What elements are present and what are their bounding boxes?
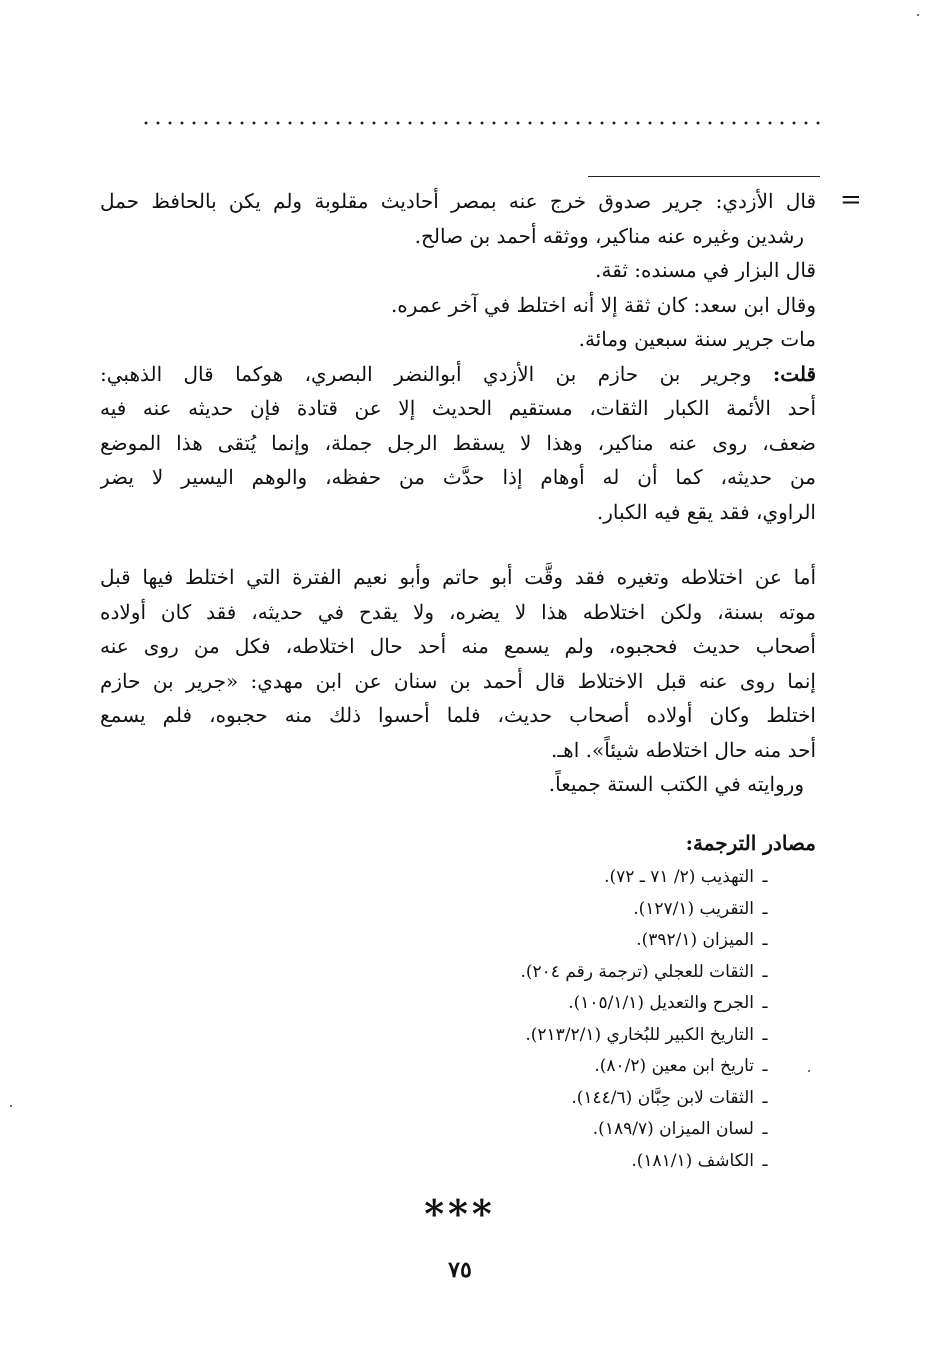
- source-item: [420, 957, 776, 989]
- source-text: التاريخ الكبير للبُخاري (٢١٣/٢/١).: [525, 1024, 754, 1045]
- source-item: [420, 862, 776, 894]
- text-line: أصحاب حديث فحجبوه، ولم يسمع منه أحد حال اختلاطه، فكل من روى عنه: [100, 634, 816, 658]
- source-item: [420, 1114, 776, 1146]
- source-text: الجرح والتعديل (١٠٥/١/١).: [568, 993, 754, 1013]
- source-text: التقريب (١٢٧/١).: [633, 898, 754, 919]
- list-dash: ـ: [762, 1119, 768, 1139]
- section-rule: [588, 176, 820, 177]
- text-line: ضعف، روى عنه مناكير، وهذا لا يسقط الرجل جملة، وإنما يُتقى هذا الموضع: [100, 430, 816, 455]
- text-line: رشدين وغيره عنه مناكير، ووثقه أحمد بن صالح.: [414, 223, 804, 248]
- source-item: [420, 1083, 776, 1115]
- text-line: قال البزار في مسنده: ثقة.: [595, 258, 816, 282]
- narrator-statements: [100, 184, 816, 529]
- scan-speck: [808, 1070, 810, 1072]
- source-text: الكاشف (١٨١/١).: [631, 1150, 754, 1171]
- list-dash: ـ: [762, 1056, 768, 1076]
- sources-list: [420, 862, 776, 1177]
- list-dash: ـ: [762, 898, 768, 919]
- asterisk-separator: ***: [424, 1191, 496, 1236]
- qultu-label: قلت:: [772, 361, 816, 386]
- list-dash: ـ: [762, 867, 768, 887]
- text-line: قال الأزدي: جرير صدوق خرج عنه بمصر أحاديث مقلوبة ولم يكن بالحافظ حمل: [100, 189, 816, 213]
- text-line: وقال ابن سعد: كان ثقة إلا أنه اختلط في آخر عمره.: [390, 292, 816, 317]
- list-dash: ـ: [762, 1024, 768, 1045]
- ikhtilat-paragraph: [100, 560, 816, 802]
- list-dash: ـ: [762, 1150, 768, 1171]
- text-line: [100, 357, 816, 392]
- text-line: مات جرير سنة سبعين ومائة.: [578, 327, 816, 351]
- source-text: الميزان (٣٩٢/١).: [636, 930, 754, 950]
- source-text: الثقات للعجلي (ترجمة رقم ٢٠٤).: [520, 961, 754, 982]
- dotted-separator-top: [140, 120, 820, 126]
- text-line: أحد الأئمة الكبار الثقات، مستقيم الحديث إلا عن قتادة فإن حديثه عنه فيه: [100, 396, 816, 420]
- list-dash: ـ: [762, 1087, 768, 1108]
- source-item: [420, 988, 776, 1020]
- text-line: اختلط وكان أولاده أصحاب حديث، فلما أحسوا ذلك منه حجبوه، فلم يسمع: [100, 703, 816, 727]
- source-item: [420, 1020, 776, 1052]
- sources-heading: مصادر الترجمة:: [685, 831, 816, 855]
- list-dash: ـ: [762, 930, 768, 950]
- text-line: وروايته في الكتب الستة جميعاً.: [548, 772, 804, 796]
- list-dash: ـ: [762, 993, 768, 1013]
- text-line: موته بسنة، ولكن اختلاطه هذا لا يضره، ولا يقدح في حديثه، فقد كان أولاده: [100, 599, 816, 624]
- source-item: [420, 1146, 776, 1178]
- source-item: [420, 1051, 776, 1083]
- source-text: التهذيب (٢/ ٧١ ـ ٧٢).: [604, 867, 754, 887]
- text-line: إنما روى عنه قبل الاختلاط قال أحمد بن سنان عن ابن مهدي: «جرير بن حازم: [100, 668, 816, 693]
- source-text: تاريخ ابن معين (٨٠/٢).: [594, 1056, 754, 1076]
- source-item: [420, 925, 776, 957]
- scan-speck: [10, 1105, 12, 1107]
- qultu-text: وجرير بن حازم بن الأزدي أبوالنضر البصري، هوكما قال الذهبي:: [100, 361, 752, 386]
- source-text: لسان الميزان (١٨٩/٧).: [592, 1119, 754, 1139]
- source-text: الثقات لابن حِبَّان (١٤٤/٦).: [571, 1087, 754, 1108]
- text-line: من حديثه، كما أن له أوهام إذا حدَّث من حفظه، والوهم اليسير لا يضر: [100, 465, 816, 489]
- scan-speck: [917, 14, 919, 16]
- text-line: أما عن اختلاطه وتغيره فقد وقَّت أبو حاتم وأبو نعيم الفترة التي اختلط فيها قبل: [100, 565, 816, 589]
- continuation-mark: =: [840, 185, 862, 215]
- list-dash: ـ: [762, 961, 768, 982]
- page-number: ٧٥: [448, 1257, 472, 1283]
- source-item: [420, 894, 776, 926]
- text-line: أحد منه حال اختلاطه شيئاً». اهـ.: [550, 737, 816, 762]
- text-line: الراوي، فقد يقع فيه الكبار.: [596, 499, 816, 524]
